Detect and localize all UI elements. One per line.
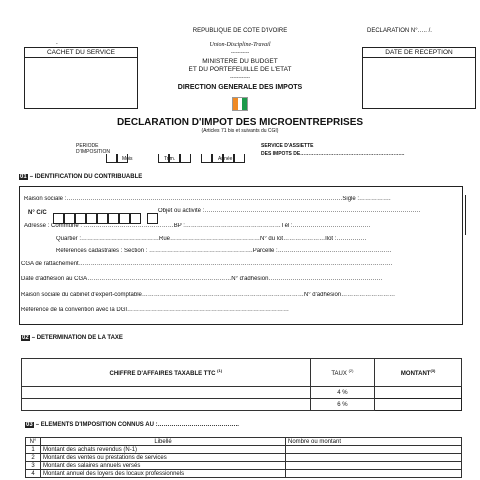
dash-mark: -: [56, 41, 58, 47]
row-libelle: Montant des ventes ou prestations de services: [41, 454, 286, 462]
row-value[interactable]: [286, 454, 462, 462]
section3-heading: [25, 422, 239, 428]
row-no: 1: [26, 446, 41, 454]
objet-field[interactable]: Objet ou activité :………………………………………………………………………………………………: [158, 208, 421, 214]
montant-cell-6[interactable]: [375, 399, 462, 411]
form-title: DECLARATION D'IMPOT DES MICROENTREPRISES: [116, 117, 364, 128]
quartier-field[interactable]: Quartier :…………………………………Rue………………………………………N° du lot…………………Ilot :……………: [56, 236, 367, 242]
motto-dash: -----------: [230, 50, 250, 56]
table-row: [26, 470, 462, 478]
col-nombre-header: Nombre ou montant: [286, 438, 462, 446]
section2-number: 02: [22, 335, 29, 341]
elements-table: [25, 437, 462, 478]
raison-sociale-field[interactable]: Raison sociale :…………………………………………………………………………………………………………………………Sigle :…………….: [24, 196, 391, 202]
col-no-header: N°: [26, 438, 41, 446]
motto: Union-Discipline-Travail: [209, 42, 271, 48]
reference-convention-field[interactable]: Référence de la convention avec la DGI………………………………………………………………………: [21, 307, 290, 313]
col-ca-header: [22, 359, 311, 387]
section1-title: – IDENTIFICATION DU CONTRIBUABLE: [29, 174, 143, 180]
col-ca-label: CHIFFRE D'AFFAIRES TAXABLE TTC: [109, 371, 216, 377]
table-row: [26, 446, 462, 454]
reception-date-box: [362, 47, 476, 109]
section2-heading: [21, 335, 123, 341]
date-adhesion-field[interactable]: Date d'adhésion au CGA………………………………………………………………N° d'adhésion…………………………………………………: [21, 276, 383, 282]
row-value[interactable]: [286, 470, 462, 478]
period-label-2: D'IMPOSITION: [76, 149, 111, 155]
republic-label: REPUBLIQUE DE COTE D'IVOIRE: [192, 28, 288, 34]
cote-divoire-flag-icon: [232, 97, 248, 111]
period-label-1: PERIODE: [76, 143, 99, 149]
service-stamp-box: [24, 47, 138, 109]
section2-title: – DETERMINATION DE LA TAXE: [31, 335, 123, 341]
rate-6: 6 %: [310, 399, 375, 411]
ca-cell-4[interactable]: [22, 387, 311, 399]
row-libelle: Montant annuel des loyers des locaux professionnels: [41, 470, 286, 478]
row-no: 3: [26, 462, 41, 470]
col-taux-note: (2): [348, 368, 354, 373]
table-row: [26, 462, 462, 470]
ncc-boxes[interactable]: [53, 206, 158, 218]
section1-number: 01: [20, 174, 27, 180]
col-montant-header: [375, 359, 462, 387]
service-stamp-label: CACHET DU SERVICE: [25, 48, 137, 58]
cga-field[interactable]: CGA de rattachement………………………………………………………………………………………………………………………………………….: [21, 261, 393, 267]
direction-label: DIRECTION GENERALE DES IMPOTS: [177, 84, 303, 91]
cabinet-field[interactable]: Raison sociale du cabinet d'expert-comptable………………………………………………………………………N° d'adhésion………………………: [21, 292, 396, 298]
declaration-number: DECLARATION N°….. /.: [367, 28, 432, 34]
adresse-field[interactable]: Adresse : Commune : ………………………………………BP :…………………………………………Tél :…………………………………: [24, 223, 371, 229]
montant-cell-4[interactable]: [375, 387, 462, 399]
ministry-line2: ET DU PORTEFEUILLE DE L'ETAT: [188, 66, 292, 73]
reception-date-label: DATE DE RECEPTION: [363, 48, 475, 58]
tax-table: [21, 358, 462, 411]
col-ca-note: (1): [217, 368, 223, 373]
table-row: [26, 454, 462, 462]
period-annee: Année: [218, 156, 233, 162]
rate-4: 4 %: [310, 387, 375, 399]
service-assiette-1: SERVICE D'ASSIETTE: [261, 143, 314, 149]
form-subtitle: (Articles 71 bis et suivants du CGI): [201, 128, 279, 134]
section3-number: 03: [26, 422, 33, 428]
col-libelle-header: Libellé: [41, 438, 286, 446]
ncc-label: N° C/C: [28, 210, 47, 216]
row-no: 4: [26, 470, 41, 478]
col-taux-label: TAUX: [331, 371, 347, 377]
col-taux-header: [310, 359, 375, 387]
col-montant-label: MONTANT: [400, 371, 431, 377]
references-field[interactable]: Références cadastrales : Section : …………………………………………….Parcelle :…………………………………………………: [56, 248, 392, 254]
ca-cell-6[interactable]: [22, 399, 311, 411]
row-libelle: Montant des salaires annuels versés: [41, 462, 286, 470]
row-value[interactable]: [286, 462, 462, 470]
period-trim: Trim.: [164, 156, 176, 162]
col-montant-note: (3): [430, 368, 436, 373]
margin-bar: [465, 195, 466, 235]
ministry-dash: ------------: [230, 75, 250, 81]
row-value[interactable]: [286, 446, 462, 454]
section1-heading: [19, 174, 142, 180]
section3-title: – ELEMENTS D'IMPOSITION CONNUS AU :…………………………………..: [35, 422, 239, 428]
row-no: 2: [26, 454, 41, 462]
service-assiette-2: DES IMPOTS DE……………………………………………………...: [261, 151, 405, 157]
period-mois: Mois: [122, 156, 133, 162]
ministry-line1: MINISTERE DU BUDGET: [202, 58, 278, 65]
row-libelle: Montant des achats revendus (N-1): [41, 446, 286, 454]
